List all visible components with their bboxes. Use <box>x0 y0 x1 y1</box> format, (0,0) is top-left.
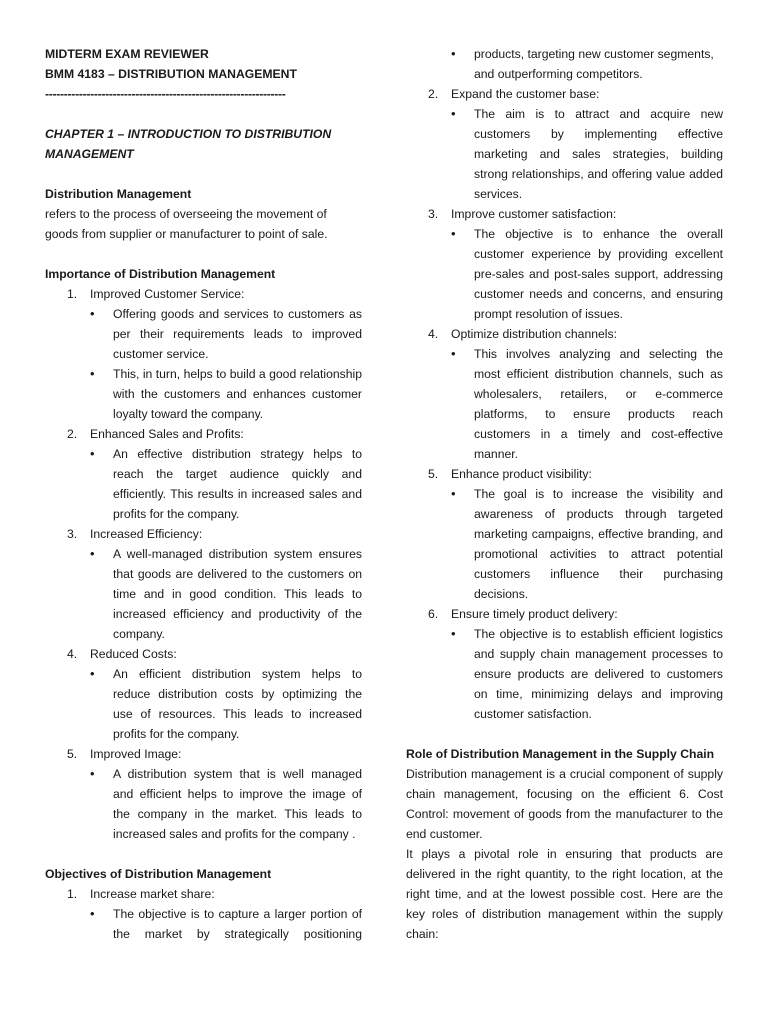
definition-text: refers to the process of overseeing the movement of goods from supplier or manufacturer to point of sale. <box>45 207 328 241</box>
importance-list <box>45 284 362 844</box>
right-column <box>406 44 723 944</box>
list-number: 1. <box>67 887 78 901</box>
definition-heading: Distribution Management <box>45 187 192 201</box>
list-item-title: Improve customer satisfaction: <box>451 207 617 221</box>
list-item <box>45 884 362 904</box>
role-heading: Role of Distribution Management in the Supply Chain <box>406 747 715 761</box>
list-item <box>45 744 362 764</box>
list-item-title: Increase market share: <box>90 887 215 901</box>
list-item <box>406 604 723 624</box>
list-item-title: Enhance product visibility: <box>451 467 592 481</box>
bullet-item: • The objective is to enhance the overall customer experience by providing excellent pre-sales and post-sales support, addressing customer needs and concerns, and ensuring prompt resolution of issues. <box>406 224 723 324</box>
objectives-heading: Objectives of Distribution Management <box>45 867 272 881</box>
role-paragraph-1: Distribution management is a crucial component of supply chain management, focusing on the efficient 6. Cost Control: movement of goods from the manufacturer to the end customer. <box>406 767 723 841</box>
list-item-title: Improved Image: <box>90 747 182 761</box>
list-number: 4. <box>428 327 439 341</box>
list-number: 6. <box>428 607 439 621</box>
list-item-title: Reduced Costs: <box>90 647 177 661</box>
list-number: 5. <box>428 467 439 481</box>
list-number: 2. <box>428 87 439 101</box>
list-number: 5. <box>67 747 78 761</box>
bullet-item: • A well-managed distribution system ensures that goods are delivered to the customers on time and in good condition. This leads to increased efficiency and productivity of the company. <box>45 544 362 644</box>
bullet-item-continued: • products, targeting new customer segments, and outperforming competitors. <box>406 44 723 84</box>
list-item-title: Increased Efficiency: <box>90 527 203 541</box>
list-item <box>406 324 723 344</box>
list-item <box>45 284 362 304</box>
left-column <box>45 44 362 944</box>
bullet-item: • The objective is to establish efficient logistics and supply chain management processes to ensure products are delivered to customers on time, minimizing delays and improving customer satisfaction. <box>406 624 723 724</box>
chapter-title: CHAPTER 1 – INTRODUCTION TO DISTRIBUTION MANAGEMENT <box>45 127 332 161</box>
list-item-title: Ensure timely product delivery: <box>451 607 618 621</box>
bullet-item: • The objective is to capture a larger portion of the market by strategically positioning <box>45 904 362 944</box>
list-number: 2. <box>67 427 78 441</box>
doc-title-line2: BMM 4183 – DISTRIBUTION MANAGEMENT <box>45 67 297 81</box>
list-number: 3. <box>67 527 78 541</box>
doc-title-line1: MIDTERM EXAM REVIEWER <box>45 47 209 61</box>
bullet-item: • This, in turn, helps to build a good relationship with the customers and enhances customer loyalty toward the company. <box>45 364 362 424</box>
list-item <box>45 424 362 444</box>
list-number: 4. <box>67 647 78 661</box>
importance-heading: Importance of Distribution Management <box>45 267 276 281</box>
bullet-item: • This involves analyzing and selecting the most efficient distribution channels, such as wholesalers, retailers, or e-commerce platforms, to ensure products reach customers in a timely and cost-effective manner. <box>406 344 723 464</box>
objectives-list <box>406 84 723 724</box>
bullet-item: • The aim is to attract and acquire new customers by implementing effective marketing and sales strategies, building strong relationships, and offering value added services. <box>406 104 723 204</box>
bullet-item: • The goal is to increase the visibility and awareness of products through targeted marketing campaigns, effective branding, and promotional activities to attract potential customers influence their purchasing decisions. <box>406 484 723 604</box>
list-item-title: Improved Customer Service: <box>90 287 245 301</box>
list-item <box>406 84 723 104</box>
list-item <box>406 204 723 224</box>
list-item-title: Optimize distribution channels: <box>451 327 617 341</box>
header-rule: ---------------------------------------------------------------- <box>45 87 286 101</box>
list-item <box>45 644 362 664</box>
list-item <box>45 524 362 544</box>
bullet-item: • Offering goods and services to customers as per their requirements leads to improved customer service. <box>45 304 362 364</box>
bullet-item: • An effective distribution strategy helps to reach the target audience quickly and efficiently. This results in increased sales and profits for the company. <box>45 444 362 524</box>
list-number: 1. <box>67 287 78 301</box>
list-number: 3. <box>428 207 439 221</box>
list-item-title: Enhanced Sales and Profits: <box>90 427 244 441</box>
list-item-title: Expand the customer base: <box>451 87 600 101</box>
role-paragraph-2: It plays a pivotal role in ensuring that products are delivered in the right quantity, to the right location, at the right time, and at the lowest possible cost. Here are the key roles of distribution management within the supply chain: <box>406 847 723 941</box>
bullet-item: • An efficient distribution system helps to reduce distribution costs by optimizing the use of resources. This leads to increased profits for the company. <box>45 664 362 744</box>
list-item <box>406 464 723 484</box>
bullet-item: • A distribution system that is well managed and efficient helps to improve the image of the company in the market. This leads to increased sales and profits for the company . <box>45 764 362 844</box>
